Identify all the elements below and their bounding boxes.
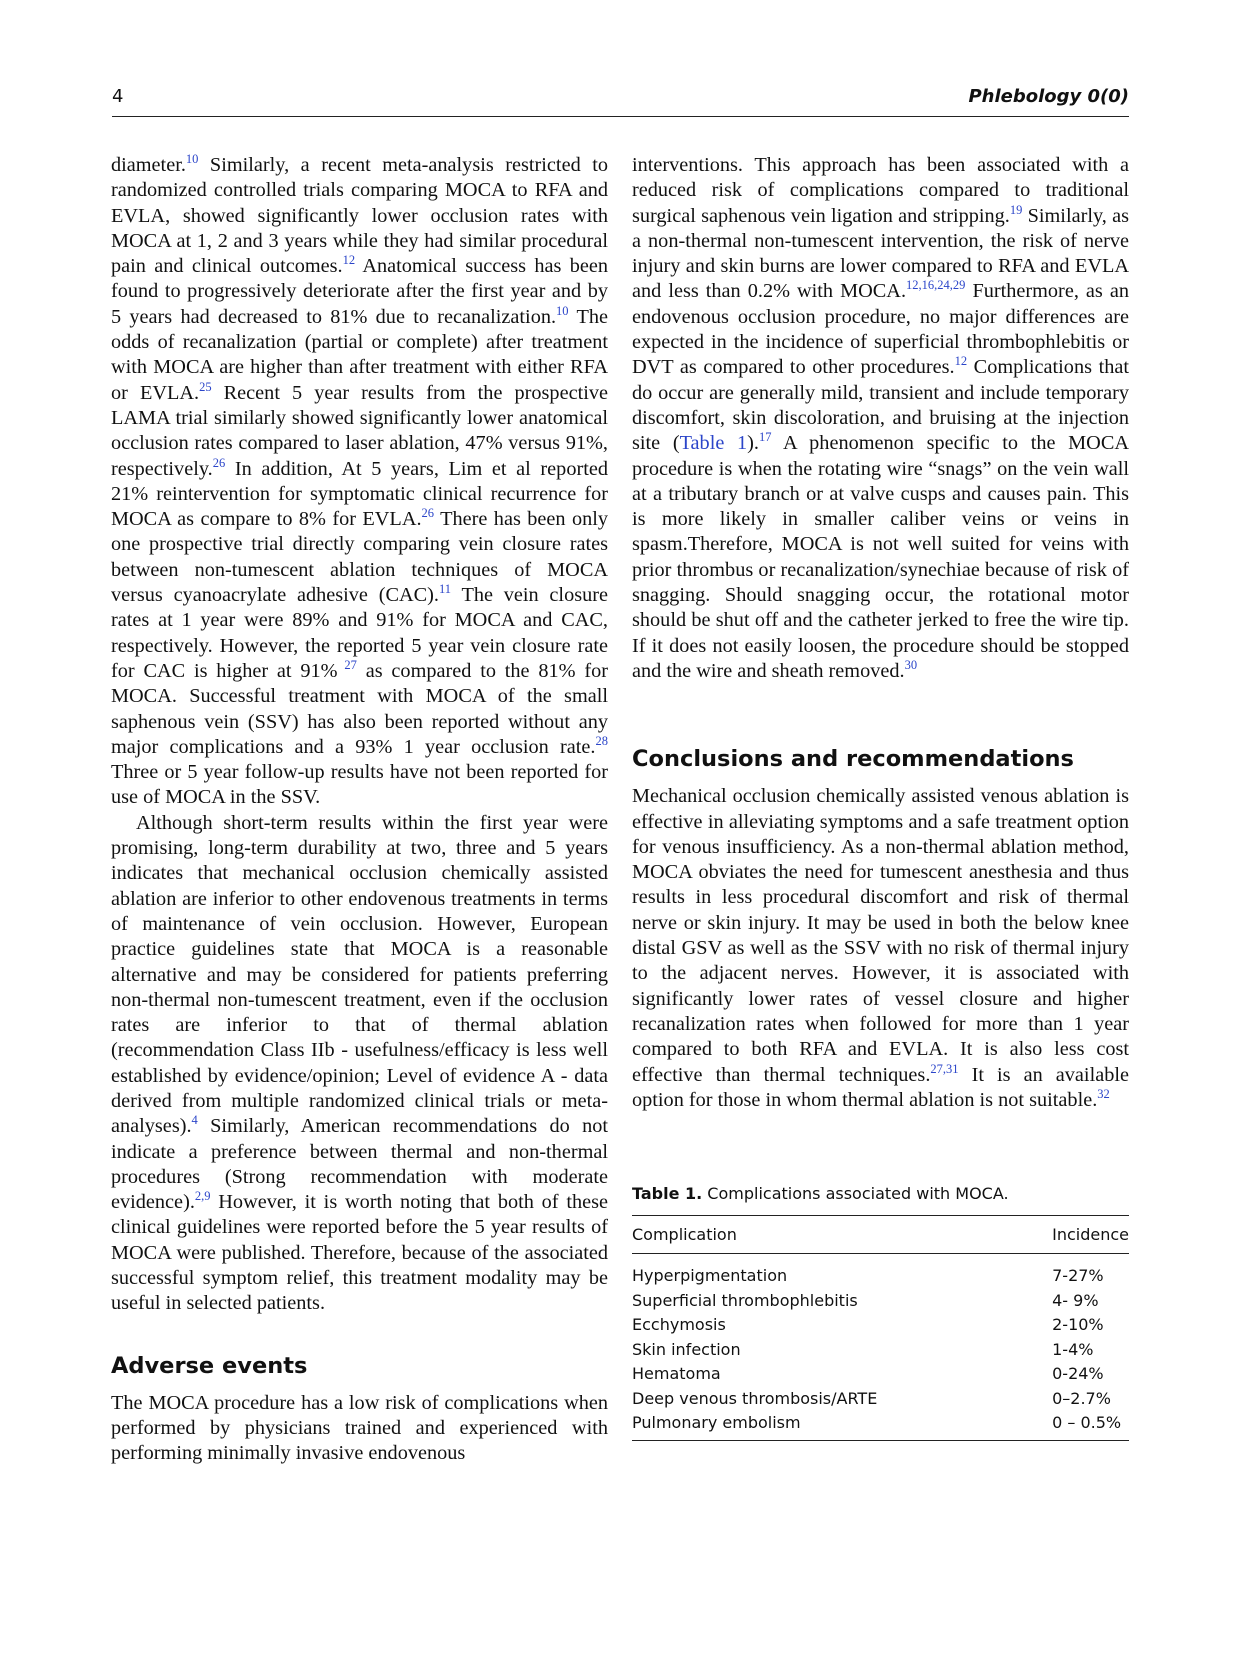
table-cell: 1-4% (1052, 1339, 1094, 1359)
table-row (632, 1362, 1129, 1387)
citation-link[interactable]: 32 (1097, 1086, 1110, 1101)
citation-link[interactable]: 26 (421, 506, 435, 521)
citation-link[interactable]: 17 (758, 430, 772, 445)
table-cell: Hyperpigmentation (632, 1266, 788, 1286)
table-row (632, 1411, 1129, 1440)
table-cell: 2-10% (1052, 1315, 1104, 1335)
table-header-row (632, 1216, 1129, 1254)
paragraph: Although short-term results within the first year were promising, long-term durability at two, three and 5 years indicates that mechanical occlusion chemically assisted ablation are inferior to other endovenous treatments in terms of maintenance of vein occlusion. However, European practice guidelines state that MOCA is a reasonable alternative and may be considered for patients preferring non-thermal non-tumescent treatment, even if the occlusion rates are inferior to that of thermal ablation (recommendation Class IIb - usefulness/efficacy is less well established by evidence/opinion; Level of evidence A - data derived from multiple randomized clinical trials or meta-analyses).$^4$ Similarly, American recommendations do not indicate a preference between thermal and non-thermal procedures (Strong recommendation with moderate evidence).$^{2,9}$ However, it is worth noting that both of these clinical guidelines were reported before the 5 year results of MOCA were published. Therefore, because of the associated successful symptom relief, this treatment modality may be useful in selected patients. (111, 811, 608, 1315)
citation-link[interactable]: 12,16,24,29 (906, 278, 966, 293)
complications-table (632, 1183, 1129, 1441)
paragraph: The MOCA procedure has a low risk of complications when performed by physicians trained and experienced with performing minimally invasive endovenous (111, 1391, 608, 1465)
section-heading-conclusions: Conclusions and recommendations (632, 746, 1074, 773)
citation-link[interactable]: 12 (954, 354, 968, 369)
citation-link[interactable]: 30 (904, 657, 918, 672)
citation-link[interactable]: 28 (595, 733, 608, 748)
citation-link[interactable]: 27 (337, 657, 357, 672)
citation-link[interactable]: 4 (191, 1113, 198, 1128)
journal-title: Phlebology 0(0) (968, 86, 1129, 107)
citation-link[interactable]: 19 (1009, 202, 1023, 217)
table-cell: Deep venous thrombosis/ARTE (632, 1388, 878, 1408)
table-row (632, 1338, 1129, 1363)
table-cell: Skin infection (632, 1339, 741, 1359)
table-caption: Table 1. Complications associated with MOCA. (632, 1184, 1009, 1204)
table-cell: Ecchymosis (632, 1315, 726, 1335)
table-cell: Superficial thrombophlebitis (632, 1290, 858, 1310)
table-label: Table 1. (632, 1184, 703, 1204)
citation-link[interactable]: 26 (212, 455, 226, 470)
citation-link[interactable]: 25 (199, 379, 212, 394)
table-row (632, 1289, 1129, 1314)
right-column (632, 153, 1129, 1441)
table-cell: Pulmonary embolism (632, 1413, 801, 1433)
running-header (112, 86, 1129, 117)
paragraph: diameter.$^{10}$ Similarly, a recent meta-analysis restricted to randomized controlled trials comparing MOCA to RFA and EVLA, showed significantly lower occlusion rates with MOCA at 1, 2 and 3 years while they had similar procedural pain and clinical outcomes.$^{12}$ Anatomical success has been found to progressively deteriorate after the first year and by 5 years had decreased to 81% due to recanalization.$^{10}$ The odds of recanalization (partial or complete) after treatment with MOCA are higher than after treatment with either RFA or EVLA.$^{25}$ Recent 5 year results from the prospective LAMA trial similarly showed significantly lower anatomical occlusion rates compared to laser ablation, 47% versus 91%, respectively.$^{26}$ In addition, At 5 years, Lim et al reported 21% reintervention for symptomatic clinical recurrence for MOCA as compare to 8% for EVLA.$^{26}$ There has been only one prospective trial directly comparing vein closure rates between non-tumescent ablation techniques of MOCA versus cyanoacrylate adhesive (CAC).$^{11}$ The vein closure rates at 1 year were 89% and 91% for MOCA and CAC, respectively. However, the reported 5 year vein closure rate for CAC is higher at 91% $^{27}$ as compared to the 81% for MOCA. Successful treatment with MOCA of the small saphenous vein (SSV) has also been reported without any major complications and a 93% 1 year occlusion rate.$^{28}$ Three or 5 year follow-up results have not been reported for use of MOCA in the SSV. (111, 152, 609, 809)
citation-link[interactable]: 10 (556, 303, 569, 318)
table-cell: 7-27% (1052, 1266, 1104, 1286)
paragraph: Mechanical occlusion chemically assisted venous ablation is effective in alleviating symptoms and a safe treatment option for venous insufficiency. As a non-thermal ablation method, MOCA obviates the need for tumescent anesthesia and thus results in less procedural discomfort and risk of thermal nerve or skin injury. It may be used in both the below knee distal GSV as well as the SSV with no risk of thermal injury to the adjacent nerves. However, it is associated with significantly lower rates of vessel closure and higher recanalization rates when followed for more than 1 year compared to both RFA and EVLA. It is also less cost effective than thermal techniques.$^{27,31}$ It is an available option for those in whom thermal ablation is not suitable.$^{32}$ (632, 785, 1129, 1111)
citation-link[interactable]: 12 (342, 253, 356, 268)
table-row (632, 1387, 1129, 1412)
citation-link[interactable]: 11 (438, 582, 452, 597)
table-link[interactable]: Table 1 (679, 432, 748, 455)
table (632, 1215, 1129, 1441)
page-number: 4 (112, 86, 124, 107)
citation-link[interactable]: 2,9 (194, 1189, 211, 1204)
table-cell: Hematoma (632, 1364, 721, 1384)
table-row (632, 1254, 1129, 1289)
paragraph: interventions. This approach has been associated with a reduced risk of complications compared to traditional surgical saphenous vein ligation and stripping.$^{19}$ Similarly, as a non-thermal non-tumescent intervention, the risk of nerve injury and skin burns are lower compared to RFA and EVLA and less than 0.2% with MOCA.$^{12,16,24,29}$ Furthermore, as an endovenous occlusion procedure, no major differences are expected in the incidence of superficial thrombophlebitis or DVT as compared to other procedures.$^{12}$ Complications that do occur are generally mild, transient and include temporary discomfort, skin discoloration, and bruising at the injection site (Table 1).$^{17}$ A phenomenon specific to the MOCA procedure is when the rotating wire “snags” on the vein wall at a tributary branch or at valve cusps and causes pain. This is more likely in smaller caliber veins or veins in spasm.Therefore, MOCA is not well suited for veins with prior thrombus or recanalization/synechiae because of risk of snagging. Should snagging occur, the rotational motor should be shut off and the catheter jerked to free the wire tip. If it does not easily loosen, the procedure should be stopped and the wire and sheath removed.$^{30}$ (632, 154, 1129, 682)
section-heading-adverse-events: Adverse events (111, 1352, 308, 1379)
column-header: Incidence (1052, 1225, 1129, 1245)
table-cell: 0 – 0.5% (1052, 1413, 1122, 1433)
table-cell: 0-24% (1052, 1364, 1104, 1384)
left-column (111, 153, 608, 1467)
citation-link[interactable]: 27,31 (930, 1061, 959, 1076)
table-cell: 0–2.7% (1052, 1388, 1111, 1408)
column-header: Complication (632, 1225, 737, 1245)
table-row (632, 1313, 1129, 1338)
table-cell: 4- 9% (1052, 1290, 1099, 1310)
citation-link[interactable]: 10 (185, 152, 199, 166)
